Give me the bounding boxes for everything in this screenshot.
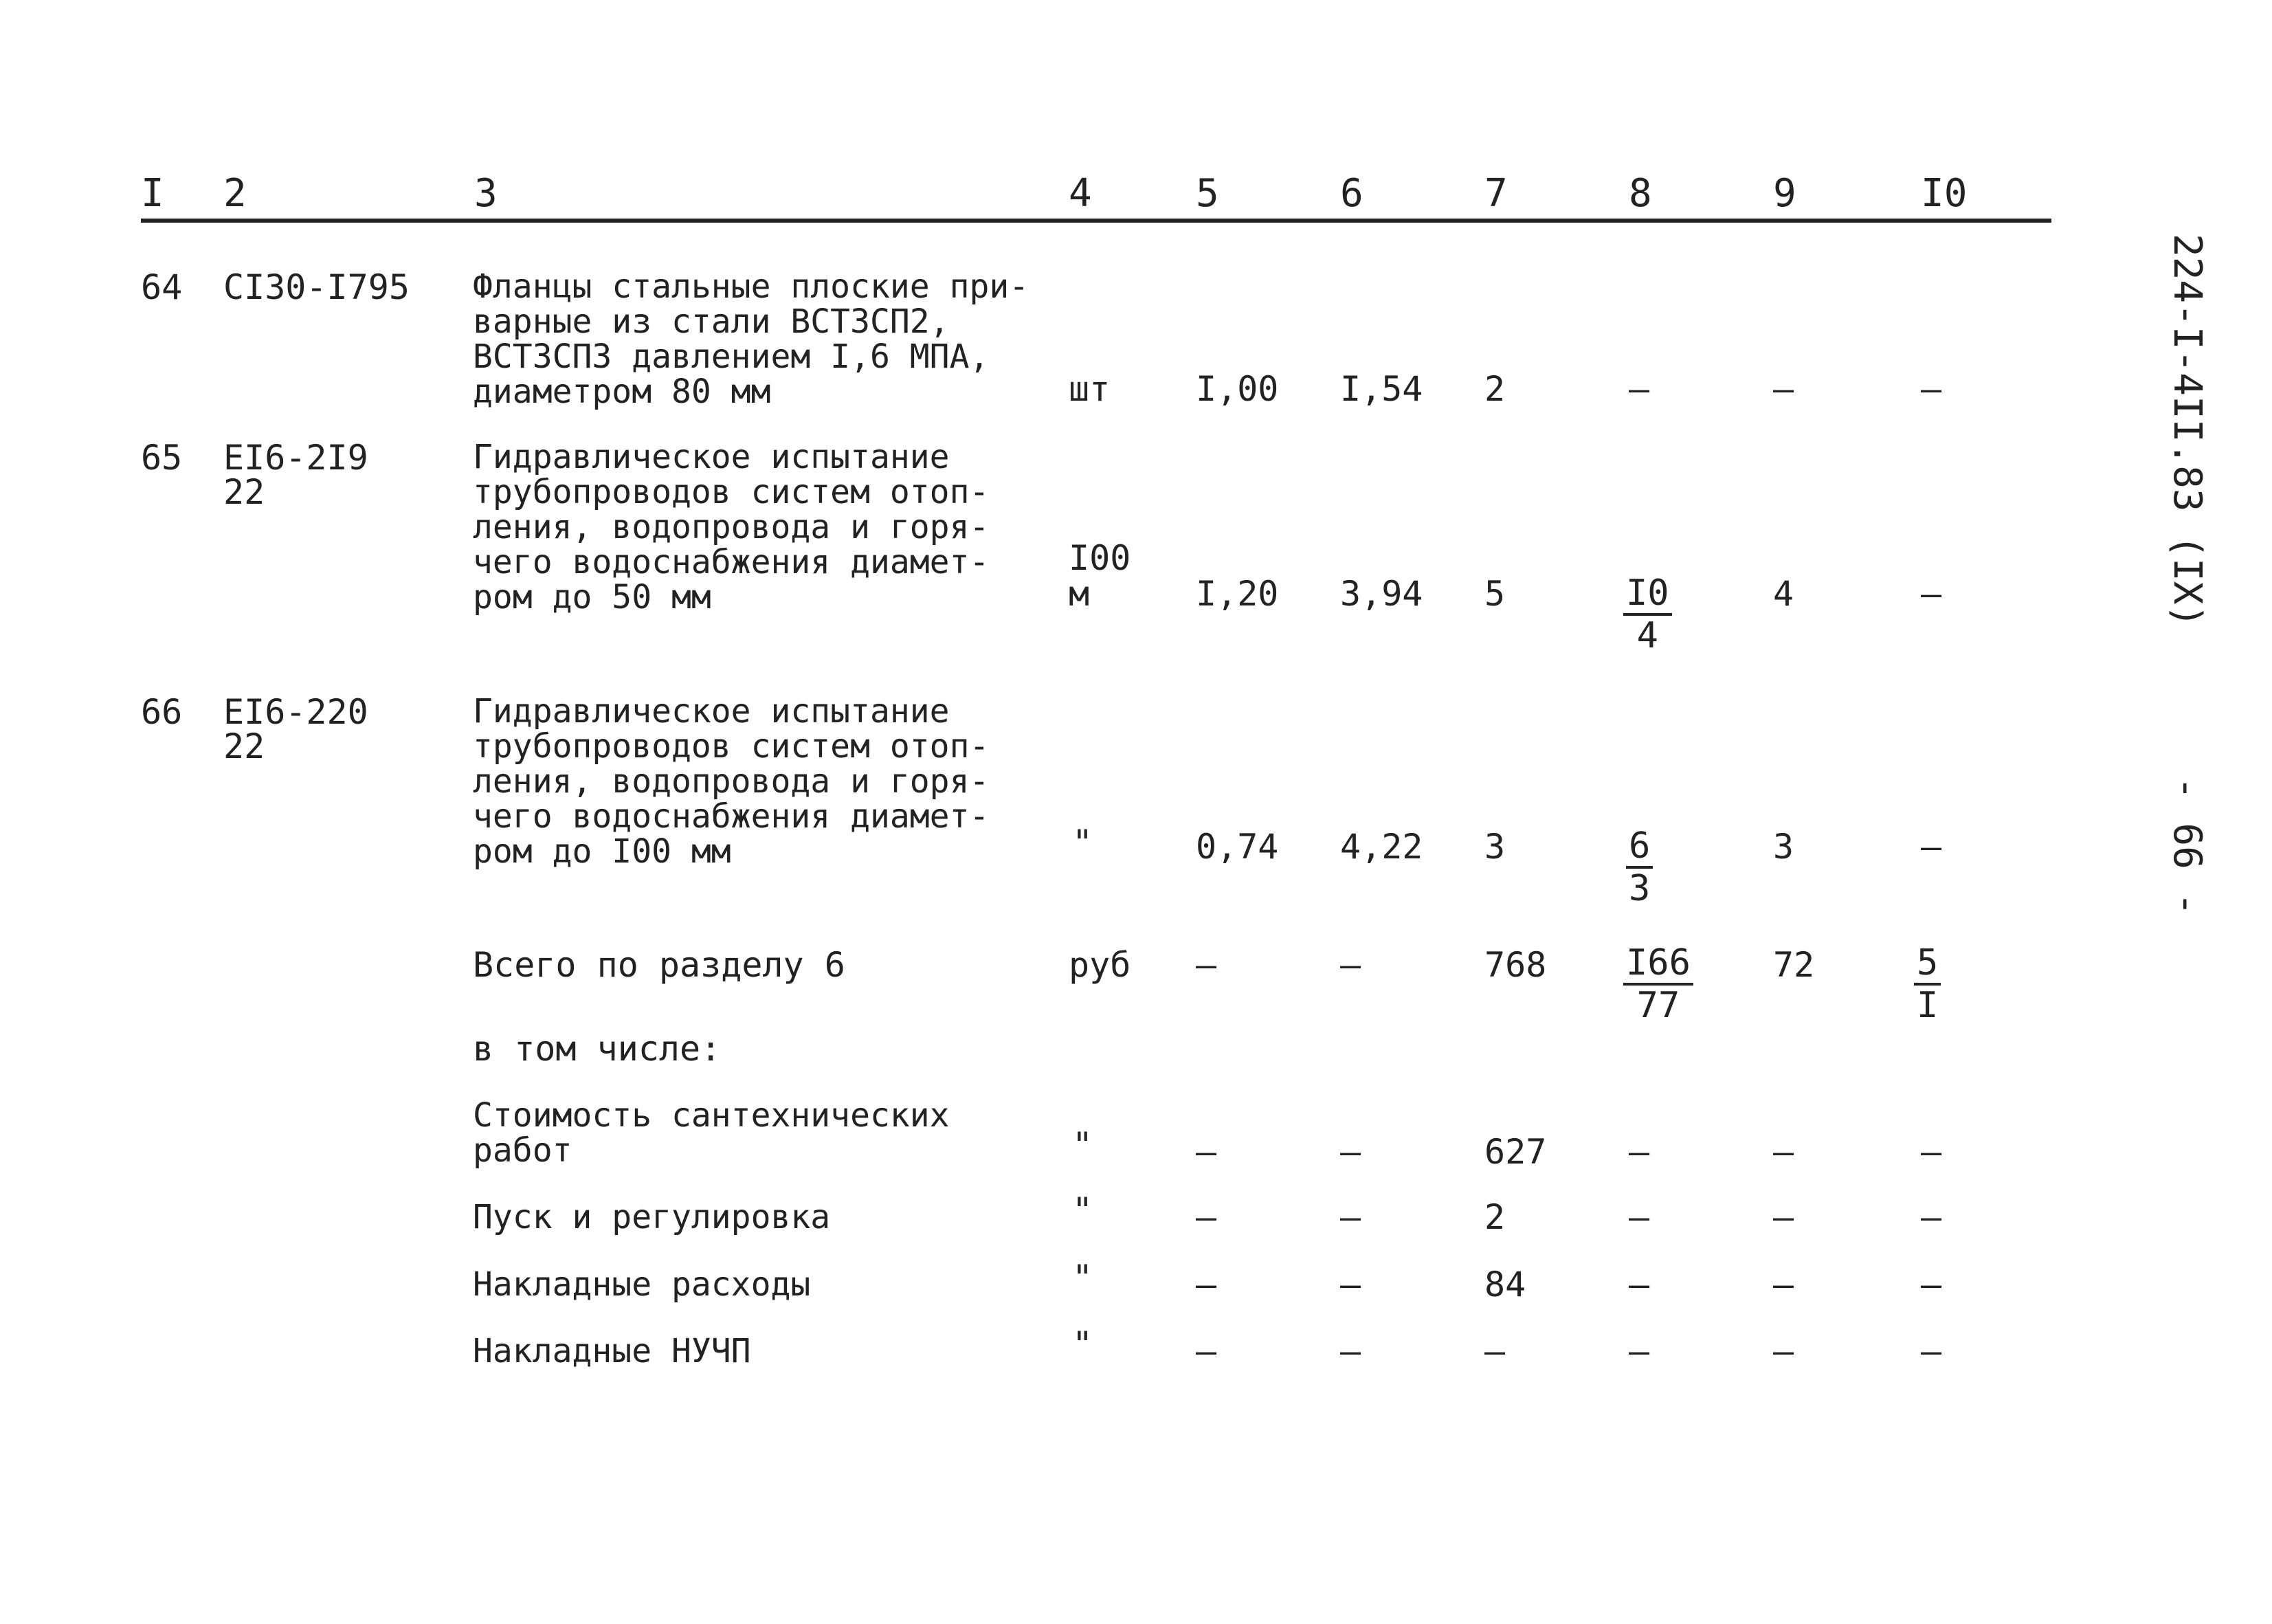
row-col7: 5: [1484, 574, 1506, 614]
row-code: EI6-2I9: [223, 438, 368, 478]
breakdown-col9: –: [1773, 1331, 1794, 1371]
fraction-numerator: 5: [1914, 943, 1941, 986]
row-col8-fraction: [1626, 826, 1653, 909]
breakdown-col8: –: [1629, 1331, 1650, 1371]
breakdown-unit: ": [1072, 1190, 1093, 1230]
col-header-10: I0: [1921, 171, 1968, 216]
including-label: в том числе:: [473, 1029, 722, 1069]
row-col7: 3: [1484, 827, 1506, 867]
breakdown-col7: –: [1484, 1331, 1506, 1371]
breakdown-col7: 627: [1484, 1132, 1547, 1172]
row-col7: 2: [1484, 369, 1506, 409]
breakdown-col8: –: [1629, 1132, 1650, 1172]
breakdown-col9: –: [1773, 1197, 1794, 1237]
document-code: 224-I-4II.83 (IX): [2165, 234, 2209, 628]
breakdown-col5: –: [1196, 1197, 1217, 1237]
row-description: Гидравлическое испытание трубопроводов систем отоп- ления, водопровода и горя- чего водоснабжения диамет- ром до I00 мм: [473, 692, 990, 871]
row-unit-suffix: м: [1069, 574, 1090, 614]
breakdown-col8: –: [1629, 1265, 1650, 1304]
col-header-2: 2: [223, 171, 247, 216]
col-header-4: 4: [1069, 171, 1092, 216]
row-col9: 3: [1773, 827, 1794, 867]
row-col8-fraction: [1623, 573, 1672, 656]
row-code: EI6-220: [223, 692, 368, 732]
breakdown-col5: –: [1196, 1132, 1217, 1172]
fraction-numerator: I66: [1623, 943, 1693, 986]
breakdown-col6: –: [1340, 1331, 1361, 1371]
breakdown-col10: –: [1921, 1265, 1942, 1304]
col-header-5: 5: [1196, 171, 1219, 216]
row-col9: 4: [1773, 574, 1794, 614]
total-unit: руб: [1069, 945, 1131, 985]
total-col7: 768: [1484, 945, 1547, 985]
breakdown-unit: ": [1072, 1125, 1093, 1165]
row-col5: I,20: [1196, 574, 1279, 614]
fraction-denominator: 77: [1636, 985, 1680, 1026]
row-col6: 4,22: [1340, 827, 1423, 867]
row-code-suffix: 22: [223, 726, 265, 766]
col-header-1: I: [141, 171, 164, 216]
col-header-7: 7: [1484, 171, 1508, 216]
total-col9: 72: [1773, 945, 1815, 985]
breakdown-col6: –: [1340, 1132, 1361, 1172]
breakdown-col9: –: [1773, 1265, 1794, 1304]
total-col6: –: [1340, 945, 1361, 985]
row-number: 65: [141, 438, 183, 478]
row-col6: I,54: [1340, 369, 1423, 409]
row-col5: I,00: [1196, 369, 1279, 409]
breakdown-col9: –: [1773, 1132, 1794, 1172]
breakdown-col5: –: [1196, 1265, 1217, 1304]
row-col10: –: [1921, 827, 1942, 867]
row-number: 66: [141, 692, 183, 732]
breakdown-unit: ": [1072, 1258, 1093, 1298]
row-col5: 0,74: [1196, 827, 1279, 867]
breakdown-col6: –: [1340, 1197, 1361, 1237]
col-header-6: 6: [1340, 171, 1363, 216]
col-header-8: 8: [1629, 171, 1652, 216]
row-description: Фланцы стальные плоские при- варные из стали ВСТ3СП2, ВСТ3СП3 давлением I,6 МПА, диаметром 80 мм: [473, 267, 1029, 411]
breakdown-label: Пуск и регулировка: [473, 1198, 831, 1236]
breakdown-unit: ": [1072, 1324, 1093, 1364]
total-col8-fraction: [1623, 943, 1693, 1025]
breakdown-col8: –: [1629, 1197, 1650, 1237]
row-code-suffix: 22: [223, 472, 265, 512]
breakdown-label: Стоимость сантехнических работ: [473, 1096, 950, 1170]
row-col10: –: [1921, 369, 1942, 409]
row-unit: шт: [1069, 369, 1111, 409]
col-header-9: 9: [1773, 171, 1796, 216]
breakdown-col10: –: [1921, 1132, 1942, 1172]
total-col10-fraction: [1914, 943, 1941, 1025]
breakdown-col7: 84: [1484, 1265, 1526, 1304]
page-number: - 66 -: [2165, 777, 2209, 916]
row-unit: ": [1072, 823, 1093, 863]
row-description: Гидравлическое испытание трубопроводов систем отоп- ления, водопровода и горя- чего водоснабжения диамет- ром до 50 мм: [473, 438, 990, 616]
header-divider: [141, 219, 2051, 223]
breakdown-label: Накладные расходы: [473, 1265, 811, 1304]
row-col10: –: [1921, 574, 1942, 614]
fraction-numerator: 6: [1626, 826, 1653, 869]
row-col8: –: [1629, 369, 1650, 409]
breakdown-label: Накладные НУЧП: [473, 1332, 751, 1370]
row-unit: I00: [1069, 538, 1131, 578]
row-code: CI30-I795: [223, 267, 410, 307]
breakdown-col6: –: [1340, 1265, 1361, 1304]
breakdown-col5: –: [1196, 1331, 1217, 1371]
col-header-3: 3: [474, 171, 498, 216]
row-number: 64: [141, 267, 183, 307]
total-label: Всего по разделу 6: [473, 945, 845, 985]
fraction-denominator: I: [1917, 985, 1939, 1026]
row-col6: 3,94: [1340, 574, 1423, 614]
breakdown-col7: 2: [1484, 1197, 1506, 1237]
breakdown-col10: –: [1921, 1331, 1942, 1371]
breakdown-col10: –: [1921, 1197, 1942, 1237]
total-col5: –: [1196, 945, 1217, 985]
fraction-denominator: 3: [1629, 868, 1651, 909]
fraction-denominator: 4: [1636, 615, 1658, 656]
fraction-numerator: I0: [1623, 573, 1672, 616]
row-col9: –: [1773, 369, 1794, 409]
